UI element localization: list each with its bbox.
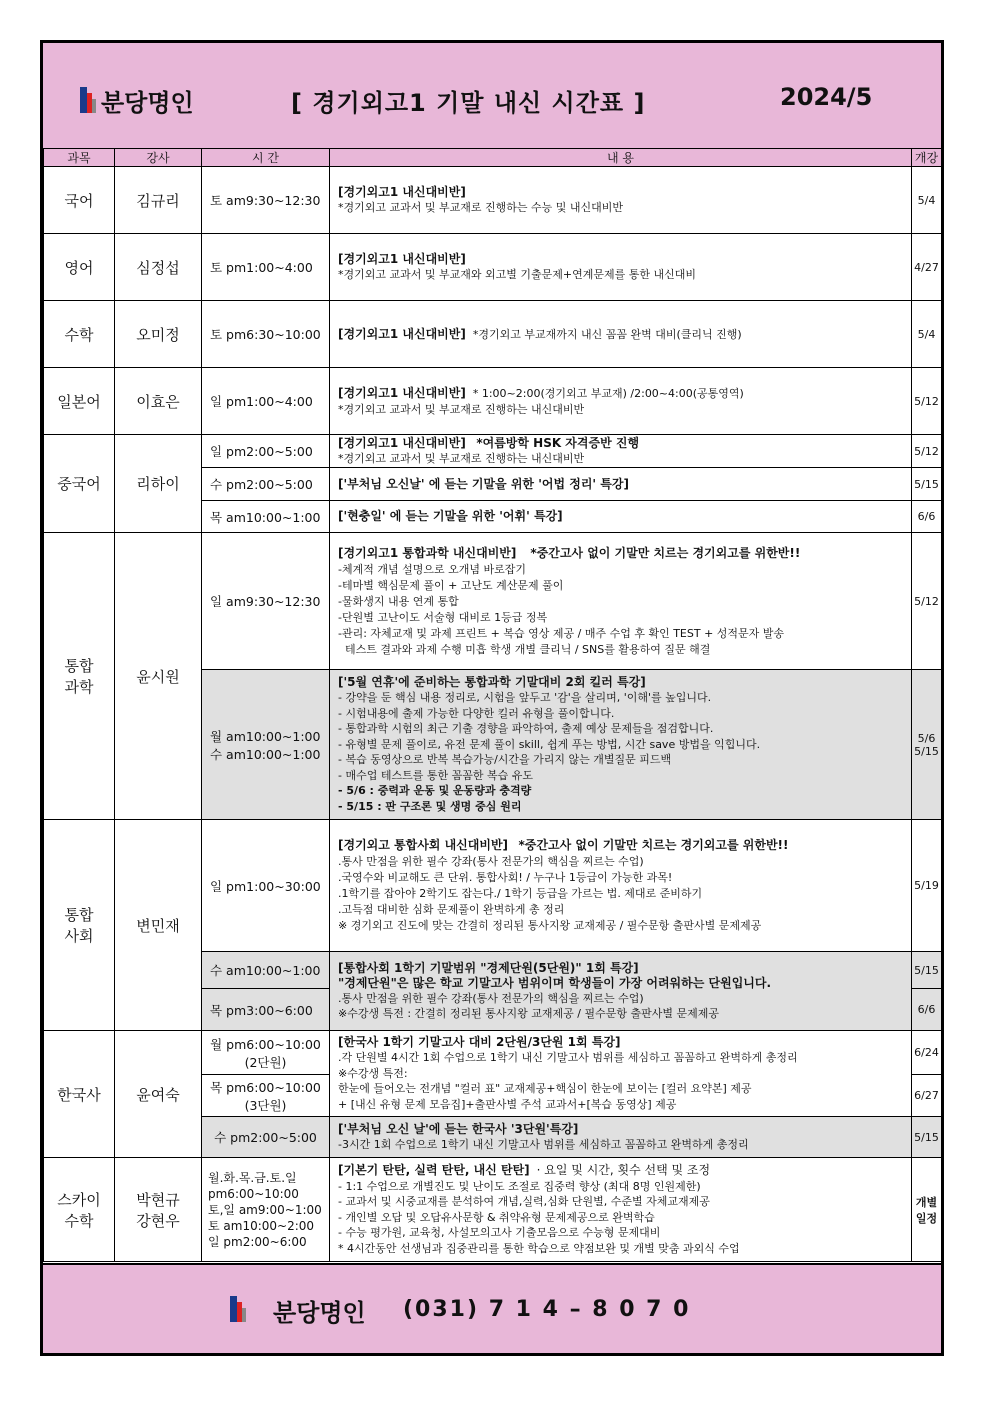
subject-cell: 수학 <box>44 301 115 368</box>
logo-icon <box>80 87 96 113</box>
time-cell: 수 pm2:00~5:00 <box>202 1117 330 1158</box>
footer-brand: 분당명인 <box>273 1299 366 1327</box>
start-cell: 개별 일정 <box>912 1158 942 1262</box>
table-row <box>44 301 942 368</box>
course-title: ['현충일' 에 듣는 기말을 위한 '어휘' 특강] <box>338 509 563 523</box>
start-date: 5/15 <box>914 744 939 758</box>
course-line: *경기외고 교과서 및 부교재로 진행하는 수능 및 내신대비반 <box>338 201 623 214</box>
time-cell: 일 pm2:00~5:00 <box>202 435 330 468</box>
teacher-cell: 심정섭 <box>115 234 202 301</box>
course-title: ['부처님 오신날' 에 듣는 기말을 위한 '어법 정리' 특강] <box>338 476 629 491</box>
course-line: *경기외고 교과서 및 부교재와 외고별 기출문제+연계문제를 통한 내신대비 <box>338 268 696 281</box>
course-note: *여름방학 HSK 자격증반 진행 <box>476 436 640 450</box>
course-line: - 1:1 수업으로 개별진도 및 난이도 조절로 집중력 향상 (최대 8명 인원제한) <box>338 1179 701 1193</box>
time-line: 월 pm6:00~10:00 <box>210 1036 321 1052</box>
table-row <box>44 234 942 301</box>
start-cell: 5/4 <box>912 301 942 368</box>
start-cell: 5/4 <box>912 167 942 234</box>
course-title: [경기외고1 내신대비반] <box>338 185 466 199</box>
course-line: - 5/6 : 중력과 운동 및 운동량과 충격량 <box>338 784 532 798</box>
course-line: ※수강생 특전 : 간결히 정리된 통사지왕 교재제공 / 필수문항 출판사별 문제제공 <box>338 1007 719 1020</box>
content-cell <box>330 820 912 952</box>
time-line: 토,일 am9:00~1:00 <box>208 1202 322 1217</box>
course-line: - 강약을 둔 핵심 내용 정리로, 시험을 앞두고 '감'을 살리며, '이해'를 높입니다. <box>338 691 712 705</box>
subject-cell: 중국어 <box>44 435 115 533</box>
course-line: + [내신 유형 문제 모음집]+출판사별 주석 교과서+[복습 동영상] 제공 <box>338 1097 677 1111</box>
header-row <box>44 149 942 167</box>
timetable-frame <box>40 40 944 1356</box>
start-cell: 5/12 <box>912 368 942 435</box>
phone-number: (031) 7 1 4 – 8 0 7 0 <box>403 1297 691 1322</box>
start-cell: 5/12 <box>912 435 942 468</box>
course-note: * 1:00~2:00(경기외고 부교재) /2:00~4:00(공통영역) <box>472 386 744 400</box>
time-cell <box>202 1075 330 1117</box>
course-title: [통합사회 1학기 기말범위 "경제단원(5단원)" 1회 특강] <box>338 961 639 975</box>
course-line: - 유형별 문제 풀이로, 유전 문제 풀이 skill, 쉽게 푸는 방법, 시간 save 방법을 익힙니다. <box>338 737 761 751</box>
logo-icon <box>230 1296 246 1322</box>
course-line: * 4시간동안 선생님과 집중관리를 통한 학습으로 약점보완 및 개별 맞춤 과외식 수업 <box>338 1241 740 1255</box>
time-cell: 토 pm1:00~4:00 <box>202 234 330 301</box>
time-cell: 목 am10:00~1:00 <box>202 501 330 533</box>
date-label: 2024/5 <box>780 83 873 111</box>
table-row <box>44 368 942 435</box>
course-line: ※ 경기외고 진도에 맞는 간결히 정리된 통사지왕 교재제공 / 필수문항 출판사별 문제제공 <box>338 919 762 932</box>
start-cell: 6/27 <box>912 1075 942 1117</box>
start-cell <box>912 670 942 820</box>
course-line: - 통합과학 시험의 최근 기출 경향을 파악하여, 출제 예상 문제들을 점검합니다. <box>338 722 714 736</box>
start-cell: 5/12 <box>912 533 942 670</box>
course-title: [경기외고1 내신대비반] <box>338 326 466 341</box>
course-title: [한국사 1학기 기말고사 대비 2단원/3단원 1회 특강] <box>338 1034 621 1049</box>
table-row <box>44 435 942 468</box>
course-note: · 요일 및 시간, 횟수 선택 및 조정 <box>536 1163 711 1177</box>
time-cell: 토 pm6:30~10:00 <box>202 301 330 368</box>
time-cell <box>202 670 330 820</box>
course-title: [기본기 탄탄, 실력 탄탄, 내신 탄탄] <box>338 1163 530 1177</box>
content-cell <box>330 1031 912 1117</box>
course-line: - 매수업 테스트를 통한 꼼꼼한 복습 유도 <box>338 768 533 782</box>
content-cell <box>330 952 912 1031</box>
start-cell: 6/6 <box>912 989 942 1031</box>
table-row <box>44 1031 942 1075</box>
start-cell: 5/15 <box>912 952 942 989</box>
course-line: -관리: 자체교재 및 과제 프린트 + 복습 영상 제공 / 매주 수업 후 확인 TEST + 성적문자 발송 <box>338 626 785 640</box>
course-line: 테스트 결과와 과제 수행 미흡 학생 개별 클리닉 / SNS를 활용하여 질문 해결 <box>338 642 711 656</box>
time-cell: 일 pm1:00~4:00 <box>202 368 330 435</box>
course-title: [경기외고 통합사회 내신대비반] <box>338 838 509 852</box>
course-line: -3시간 1회 수업으로 1학기 내신 기말고사 범위를 세심하고 꼼꼼하고 완벽하게 총정리 <box>338 1138 749 1151</box>
subject-cell: 통합 과학 <box>44 533 115 820</box>
time-cell: 일 pm1:00~30:00 <box>202 820 330 952</box>
course-line: .각 단원별 4시간 1회 수업으로 1학기 내신 기말고사 범위를 세심하고 꼼꼼하고 완벽하게 총정리 <box>338 1051 798 1065</box>
table-row <box>44 533 942 670</box>
table-row <box>44 167 942 234</box>
col-content: 내 용 <box>330 149 912 167</box>
content-cell <box>330 533 912 670</box>
time-line: 월 am10:00~1:00 <box>210 728 321 744</box>
course-note: *중간고사 없이 기말만 치르는 경기외고를 위한반!! <box>518 838 789 852</box>
content-cell <box>330 1117 912 1158</box>
page-title: [ 경기외고1 기말 내신 시간표 ] <box>291 89 646 117</box>
subject-cell: 일본어 <box>44 368 115 435</box>
course-line: .고득점 대비한 심화 문제풀이 완벽하게 총 정리 <box>338 903 565 916</box>
course-title: [경기외고1 내신대비반] <box>338 252 466 266</box>
time-cell <box>202 1158 330 1262</box>
course-title: [경기외고1 내신대비반] <box>338 385 466 400</box>
col-teacher: 강사 <box>115 149 202 167</box>
start-cell: 5/15 <box>912 468 942 501</box>
course-title: "경제단원"은 많은 학교 기말고사 범위이며 학생들이 가장 어려워하는 단원입니다. <box>338 976 772 990</box>
time-cell: 토 am9:30~12:30 <box>202 167 330 234</box>
subject-cell: 스카이 수학 <box>44 1158 115 1262</box>
course-line: 한눈에 들어오는 전개념 "컬러 표" 교재제공+핵심이 한눈에 보이는 [컬러 요약본] 제공 <box>338 1082 752 1096</box>
course-line: -테마별 핵심문제 풀이 + 고난도 계산문제 풀이 <box>338 578 564 592</box>
content-cell <box>330 435 912 468</box>
teacher-cell: 리하이 <box>115 435 202 533</box>
footer-band <box>43 1263 941 1353</box>
schedule-table <box>43 148 942 1262</box>
time-cell: 목 pm3:00~6:00 <box>202 989 330 1031</box>
subject-cell: 통합 사회 <box>44 820 115 1031</box>
start-cell: 6/6 <box>912 501 942 533</box>
course-title: [경기외고1 통합과학 내신대비반] <box>338 545 517 560</box>
time-cell <box>202 1031 330 1075</box>
subject-cell: 영어 <box>44 234 115 301</box>
course-line: .1학기를 잡아야 2학기도 잡는다./ 1학기 등급을 가르는 법. 제대로 준비하기 <box>338 887 703 900</box>
subject-cell: 국어 <box>44 167 115 234</box>
course-line: -물화생지 내용 연계 통합 <box>338 594 459 608</box>
course-line: .국영수와 비교해도 큰 단위. 통합사회! / 누구나 1등급이 가능한 과목! <box>338 871 673 884</box>
course-line: - 교과서 및 시중교재를 분석하여 개념,실력,심화 단원별, 수준별 자체교재제공 <box>338 1195 710 1208</box>
course-title: ['5월 연휴'에 준비하는 통합과학 기말대비 2회 킬러 특강] <box>338 674 646 689</box>
subject-cell: 한국사 <box>44 1031 115 1158</box>
course-line: - 복습 동영상으로 반복 복습가능/시간을 가리지 않는 개별질문 피드백 <box>338 753 672 767</box>
course-line: -단원별 고난이도 서술형 대비로 1등급 정복 <box>338 610 548 624</box>
col-time: 시 간 <box>202 149 330 167</box>
start-cell: 5/19 <box>912 820 942 952</box>
teacher-cell: 김규리 <box>115 167 202 234</box>
time-line: pm6:00~10:00 <box>208 1186 299 1201</box>
course-line: ※수강생 특전: <box>338 1066 408 1080</box>
col-subject: 과목 <box>44 149 115 167</box>
course-title: [경기외고1 내신대비반] <box>338 436 466 450</box>
content-cell <box>330 234 912 301</box>
start-cell: 5/15 <box>912 1117 942 1158</box>
course-title: ['부처님 오신 날'에 듣는 한국사 '3단원'특강] <box>338 1122 579 1136</box>
course-line: - 개인별 오답 및 오답유사문항 & 취약유형 문제제공으로 완벽학습 <box>338 1210 655 1224</box>
content-cell <box>330 167 912 234</box>
time-line: 월.화.목.금.토.일 <box>208 1170 297 1185</box>
content-cell <box>330 468 912 501</box>
course-line: -체계적 개념 설명으로 오개념 바로잡기 <box>338 562 526 576</box>
time-line: 일 pm2:00~6:00 <box>208 1234 307 1249</box>
time-line: (3단원) <box>244 1097 287 1113</box>
course-line: .통사 만점을 위한 필수 강좌(통사 전문가의 핵심을 찌르는 수업) <box>338 855 644 868</box>
time-cell: 수 am10:00~1:00 <box>202 952 330 989</box>
course-note: *중간고사 없이 기말만 치르는 경기외고를 위한반!! <box>530 545 801 560</box>
course-note: *경기외고 부교재까지 내신 꼼꼼 완벽 대비(클리닉 진행) <box>472 327 742 341</box>
content-cell <box>330 1158 912 1262</box>
col-start: 개강 <box>912 149 942 167</box>
time-cell: 수 pm2:00~5:00 <box>202 468 330 501</box>
course-line: - 5/15 : 판 구조론 및 생명 중심 원리 <box>338 799 522 813</box>
start-cell: 6/24 <box>912 1031 942 1075</box>
course-line: - 시험내용에 출제 가능한 다양한 킬러 유형을 풀이합니다. <box>338 706 615 720</box>
teacher-cell: 오미정 <box>115 301 202 368</box>
time-line: 목 pm6:00~10:00 <box>210 1079 321 1095</box>
teacher-cell: 이효은 <box>115 368 202 435</box>
content-cell <box>330 368 912 435</box>
table-row <box>44 1158 942 1262</box>
course-line: .통사 만점을 위한 필수 강좌(통사 전문가의 핵심을 찌르는 수업) <box>338 992 644 1005</box>
course-line: *경기외고 교과서 및 부교재로 진행하는 내신대비반 <box>338 402 585 416</box>
content-cell <box>330 501 912 533</box>
table-row <box>44 820 942 952</box>
brand-name: 분당명인 <box>101 89 194 117</box>
time-line: 수 am10:00~1:00 <box>210 746 321 762</box>
time-line: (2단원) <box>244 1054 287 1070</box>
header-band <box>43 43 941 150</box>
teacher-cell: 변민재 <box>115 820 202 1031</box>
course-line: *경기외고 교과서 및 부교재로 진행하는 내신대비반 <box>338 452 585 465</box>
time-line: 토 am10:00~2:00 <box>208 1218 315 1233</box>
start-date: 5/6 <box>917 731 936 745</box>
content-cell <box>330 301 912 368</box>
start-cell: 4/27 <box>912 234 942 301</box>
course-line: - 수능 평가원, 교육청, 사설모의고사 기출모음으로 수능형 문제대비 <box>338 1226 661 1239</box>
teacher-cell: 윤여숙 <box>115 1031 202 1158</box>
teacher-cell: 윤시원 <box>115 533 202 820</box>
teacher-cell: 박현규 강현우 <box>115 1158 202 1262</box>
time-cell: 일 am9:30~12:30 <box>202 533 330 670</box>
content-cell <box>330 670 912 820</box>
